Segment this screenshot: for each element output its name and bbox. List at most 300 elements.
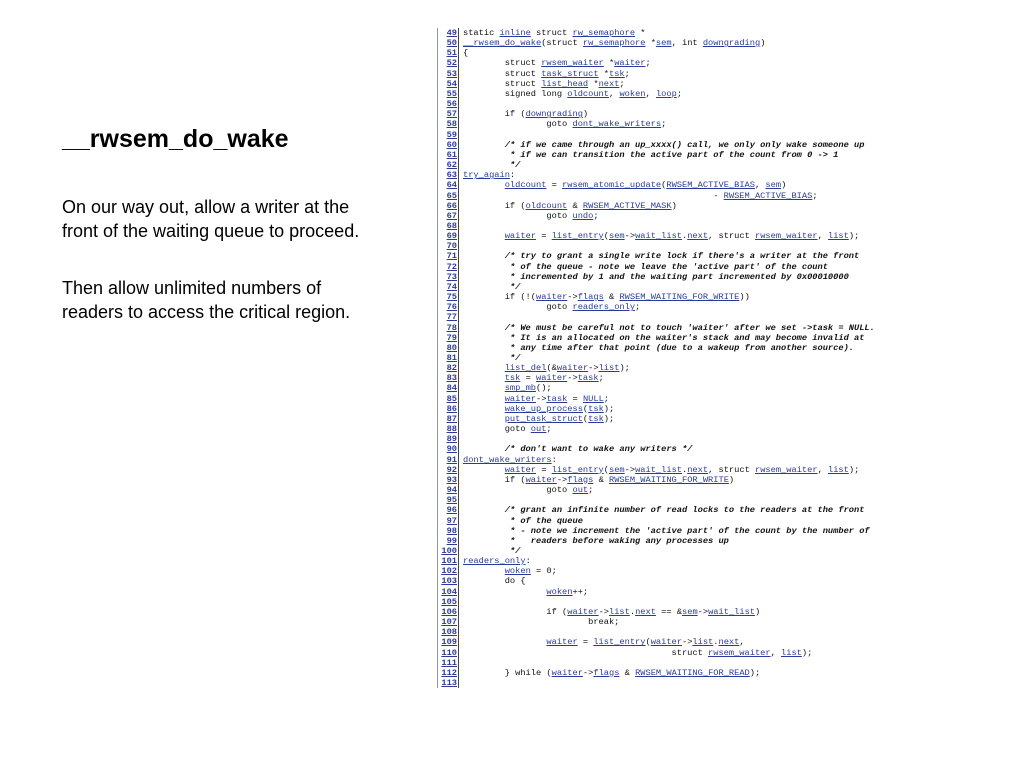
code-line [437, 272, 889, 282]
identifier-link: out [530, 424, 547, 435]
code-line [437, 383, 889, 393]
code-fragment [463, 373, 505, 383]
code-line [437, 119, 889, 129]
line-number: 110 [437, 648, 459, 658]
code-text [463, 201, 677, 211]
code-text [463, 140, 864, 150]
slide-title: __rwsem_do_wake [62, 125, 289, 153]
identifier-link: RWSEM_WAITING_FOR_WRITE [609, 474, 729, 485]
identifier-link: next [635, 606, 656, 617]
identifier-link: list [598, 363, 620, 374]
code-line [437, 363, 889, 373]
line-number: 89 [437, 434, 459, 444]
code-fragment: = [536, 231, 552, 242]
identifier-link: list [692, 637, 714, 648]
code-fragment: */ [463, 281, 521, 292]
code-line [437, 231, 889, 241]
code-fragment: , [609, 88, 620, 99]
line-number: 88 [437, 424, 459, 434]
code-fragment: ; [598, 373, 604, 384]
line-number: 80 [437, 343, 459, 353]
code-fragment: goto [463, 210, 573, 221]
code-fragment: ; [812, 190, 818, 201]
code-fragment: , [755, 180, 766, 191]
line-number: 64 [437, 180, 459, 190]
code-line [437, 130, 889, 140]
code-fragment: static [463, 28, 500, 38]
identifier-link: waiter [556, 363, 589, 374]
code-fragment: ) [755, 606, 761, 617]
code-fragment: . [682, 231, 688, 242]
code-fragment: = [577, 637, 594, 648]
identifier-link: out [572, 485, 589, 496]
code-text [463, 58, 651, 68]
code-fragment: * [603, 58, 615, 69]
code-text [463, 444, 692, 454]
code-text [463, 648, 812, 658]
identifier-link: waiter [504, 393, 536, 404]
identifier-link: list [781, 647, 802, 658]
identifier-link: rwsem_waiter [755, 231, 818, 242]
line-number: 56 [437, 99, 459, 109]
identifier-link: list_entry [551, 464, 604, 475]
code-text [463, 424, 552, 434]
code-fragment: -> [556, 474, 568, 485]
identifier-link: waiter [536, 292, 568, 303]
line-number: 58 [437, 119, 459, 129]
code-text [463, 516, 583, 526]
line-number: 65 [437, 191, 459, 201]
line-number: 74 [437, 282, 459, 292]
identifier-link: waiter [551, 667, 583, 678]
code-fragment: ; [635, 302, 641, 313]
code-text [463, 79, 625, 89]
identifier-link: tsk [504, 373, 521, 384]
code-line [437, 109, 889, 119]
identifier-link: undo [572, 210, 594, 221]
code-fragment: ); [801, 647, 813, 658]
line-number: 92 [437, 465, 459, 475]
paragraph-line: Then allow unlimited numbers of [62, 278, 322, 298]
identifier-link: next [718, 637, 740, 648]
code-fragment: { [463, 48, 469, 59]
code-fragment: ); [603, 403, 615, 414]
code-fragment: struct [530, 28, 573, 38]
identifier-link: flags [593, 667, 620, 678]
line-number: 101 [437, 556, 459, 566]
code-fragment: == & [655, 606, 683, 617]
identifier-link: waiter [614, 58, 646, 69]
line-number: 85 [437, 394, 459, 404]
code-line [437, 38, 889, 48]
identifier-link: sem [682, 606, 698, 617]
code-fragment: . [629, 606, 636, 617]
identifier-link: flags [577, 292, 604, 303]
code-line [437, 323, 889, 333]
code-fragment: ; [619, 78, 625, 89]
code-line [437, 597, 889, 607]
identifier-link: readers_only [572, 302, 636, 313]
code-text [463, 150, 838, 160]
code-line [437, 607, 889, 617]
code-text [463, 282, 520, 292]
code-fragment: */ [463, 545, 521, 556]
code-fragment: struct [463, 647, 709, 658]
code-fragment: ); [603, 413, 615, 424]
code-text [463, 536, 729, 546]
code-fragment: * [645, 38, 656, 49]
code-text [463, 576, 526, 586]
code-line [437, 170, 889, 180]
code-fragment: & [603, 292, 620, 303]
code-fragment: /* We must be careful not to touch 'waiter' after we set ->task = NULL. [463, 322, 875, 333]
code-line [437, 627, 889, 637]
code-line [437, 444, 889, 454]
code-line [437, 414, 889, 424]
line-number: 51 [437, 48, 459, 58]
code-text [463, 89, 682, 99]
line-number: 73 [437, 272, 459, 282]
line-number: 49 [437, 28, 459, 38]
identifier-link: list_entry [551, 231, 604, 242]
code-fragment: -> [582, 667, 594, 678]
code-fragment: -> [681, 637, 693, 648]
code-line [437, 424, 889, 434]
code-fragment: (struct [541, 38, 583, 49]
identifier-link: downgrading [702, 38, 761, 49]
code-fragment: * of the queue - note we leave the 'active part' of the count [463, 261, 828, 272]
code-fragment: /* if we came through an up_xxxx() call, we only only wake someone up [463, 139, 865, 150]
code-fragment: /* grant an infinite number of read locks to the readers at the front [463, 505, 865, 516]
code-line [437, 201, 889, 211]
identifier-link: next [598, 78, 620, 89]
code-text [463, 414, 614, 424]
code-text [463, 262, 828, 272]
paragraph-line: readers to access the critical region. [62, 302, 351, 322]
code-line [437, 292, 889, 302]
identifier-link: RWSEM_ACTIVE_BIAS [666, 180, 755, 191]
code-line [437, 99, 889, 109]
code-fragment: if (!( [463, 292, 536, 303]
line-number: 50 [437, 38, 459, 48]
identifier-link: downgrading [525, 109, 583, 120]
line-number: 69 [437, 231, 459, 241]
code-line [437, 658, 889, 668]
line-number: 70 [437, 241, 459, 251]
identifier-link: inline [499, 28, 531, 38]
line-number: 79 [437, 333, 459, 343]
code-line [437, 648, 889, 658]
code-text [463, 292, 750, 302]
code-fragment: ( [582, 413, 589, 424]
code-line [437, 668, 889, 678]
code-text [463, 251, 859, 261]
code-line [437, 89, 889, 99]
code-fragment: -> [697, 606, 709, 617]
code-fragment: & [593, 474, 609, 485]
code-fragment: * [598, 68, 609, 79]
identifier-link: rwsem_atomic_update [562, 180, 662, 191]
code-text [463, 343, 854, 353]
identifier-link: smp_mb [504, 383, 536, 394]
code-fragment: struct [463, 78, 542, 89]
code-fragment: goto [463, 119, 573, 130]
code-line [437, 312, 889, 322]
identifier-link: woken [619, 88, 646, 99]
code-fragment: if ( [463, 200, 526, 211]
identifier-link: __rwsem_do_wake [463, 38, 542, 49]
code-fragment: )) [739, 292, 750, 303]
code-fragment: -> [567, 373, 578, 384]
code-fragment: & [567, 200, 583, 211]
code-fragment [463, 465, 505, 475]
identifier-link: woken [504, 566, 531, 577]
code-text [463, 38, 765, 48]
code-fragment: = [567, 393, 583, 404]
line-number: 52 [437, 58, 459, 68]
code-fragment: ; [593, 210, 599, 221]
line-number: 72 [437, 262, 459, 272]
code-fragment: (); [536, 383, 552, 394]
code-fragment: ( [661, 180, 667, 191]
code-fragment: = [536, 464, 552, 475]
code-fragment: ) [728, 474, 735, 485]
identifier-link: sem [609, 231, 625, 242]
code-line [437, 69, 889, 79]
code-listing [437, 28, 889, 690]
line-number: 82 [437, 363, 459, 373]
code-fragment: * It is an allocated on the waiter's stack and may become invalid at [463, 332, 865, 343]
code-fragment: ) [582, 109, 589, 120]
identifier-link: tsk [588, 403, 604, 414]
code-fragment: if ( [463, 109, 526, 120]
code-line [437, 485, 889, 495]
code-line [437, 48, 889, 58]
code-text [463, 546, 520, 556]
slide-paragraph-writer [62, 195, 359, 243]
code-fragment: * [635, 28, 646, 38]
code-line [437, 546, 889, 556]
code-text [463, 455, 557, 465]
line-number: 95 [437, 495, 459, 505]
identifier-link: task_struct [541, 68, 599, 79]
code-fragment: : [551, 454, 557, 465]
code-fragment: * if we can transition the active part of the count from 0 -> 1 [463, 149, 839, 160]
code-fragment: , [817, 464, 828, 475]
line-number: 63 [437, 170, 459, 180]
paragraph-line: On our way out, allow a writer at the [62, 197, 350, 217]
line-number: 109 [437, 637, 459, 647]
identifier-link: oldcount [525, 200, 568, 211]
identifier-link: readers_only [463, 556, 526, 567]
identifier-link: list [609, 606, 630, 617]
identifier-link: list [828, 464, 849, 475]
code-fragment: ) [671, 200, 677, 211]
code-text [463, 617, 619, 627]
identifier-link: RWSEM_WAITING_FOR_WRITE [619, 292, 740, 303]
code-text [463, 505, 864, 515]
identifier-link: rwsem_waiter [541, 58, 604, 69]
line-number: 112 [437, 668, 459, 678]
code-text [463, 485, 593, 495]
code-fragment: if ( [463, 474, 526, 485]
code-fragment: break; [463, 617, 620, 628]
code-text [463, 302, 640, 312]
code-fragment: , [645, 88, 656, 99]
code-fragment: -> [567, 292, 578, 303]
code-fragment: * incremented by 1 and the waiting part incremented by 0x00010000 [463, 271, 849, 282]
line-number: 111 [437, 658, 459, 668]
identifier-link: sem [765, 180, 782, 191]
code-fragment: , [817, 231, 828, 242]
line-number: 57 [437, 109, 459, 119]
line-number: 87 [437, 414, 459, 424]
code-text [463, 394, 609, 404]
code-fragment: * readers before waking any processes up [463, 535, 729, 546]
code-line [437, 637, 889, 647]
code-line [437, 180, 889, 190]
code-fragment: , struct [708, 464, 755, 475]
line-number: 59 [437, 130, 459, 140]
code-line [437, 28, 889, 38]
line-number: 75 [437, 292, 459, 302]
line-number: 55 [437, 89, 459, 99]
code-text [463, 28, 646, 38]
identifier-link: rw_semaphore [582, 38, 646, 49]
code-line [437, 241, 889, 251]
identifier-link: put_task_struct [504, 413, 583, 424]
code-line [437, 434, 889, 444]
code-line [437, 373, 889, 383]
code-text [463, 109, 588, 119]
line-number: 83 [437, 373, 459, 383]
code-fragment: ) [781, 180, 787, 191]
line-number: 93 [437, 475, 459, 485]
code-line [437, 678, 889, 688]
identifier-link: NULL [582, 393, 604, 404]
identifier-link: waiter [504, 464, 536, 475]
code-fragment: struct [463, 58, 542, 69]
code-line [437, 79, 889, 89]
line-number: 68 [437, 221, 459, 231]
paragraph-line: front of the waiting queue to proceed. [62, 221, 360, 241]
code-text [463, 363, 630, 373]
code-text [463, 566, 557, 576]
code-line [437, 516, 889, 526]
code-text [463, 272, 849, 282]
line-number: 77 [437, 312, 459, 322]
code-text [463, 333, 864, 343]
line-number: 104 [437, 587, 459, 597]
code-line [437, 221, 889, 231]
code-line [437, 404, 889, 414]
code-fragment [463, 637, 546, 647]
line-number: 86 [437, 404, 459, 414]
identifier-link: loop [655, 88, 677, 99]
code-fragment: * [588, 78, 599, 89]
code-fragment: ++; [572, 586, 589, 597]
identifier-link: waiter [536, 373, 568, 384]
code-line [437, 536, 889, 546]
code-fragment: ( [645, 637, 651, 648]
code-text [463, 607, 760, 617]
identifier-link: sem [655, 38, 672, 49]
identifier-link: try_again [463, 170, 510, 181]
code-fragment: * of the queue [463, 515, 583, 526]
code-line [437, 475, 889, 485]
line-number: 90 [437, 444, 459, 454]
code-fragment: - [463, 190, 724, 201]
line-number: 53 [437, 69, 459, 79]
identifier-link: list_del [504, 363, 547, 374]
identifier-link: tsk [609, 68, 625, 79]
identifier-link: oldcount [567, 88, 609, 99]
code-fragment: ); [749, 667, 761, 678]
identifier-link: dont_wake_writers [572, 119, 662, 130]
code-text [463, 526, 870, 536]
identifier-link: RWSEM_ACTIVE_BIAS [723, 190, 813, 201]
code-fragment [463, 231, 505, 241]
code-fragment: , int [671, 38, 703, 49]
code-fragment: , [739, 637, 745, 648]
identifier-link: task [546, 393, 568, 404]
line-number: 108 [437, 627, 459, 637]
code-text [463, 668, 760, 678]
code-fragment: signed long [463, 88, 568, 99]
code-line [437, 191, 889, 201]
code-fragment: ( [603, 464, 609, 475]
code-fragment: -> [598, 606, 609, 617]
code-fragment: * - note we increment the 'active part' of the count by the number of [463, 525, 870, 536]
identifier-link: flags [567, 474, 594, 485]
identifier-link: wake_up_process [504, 403, 583, 414]
code-line [437, 566, 889, 576]
code-line [437, 617, 889, 627]
line-number: 106 [437, 607, 459, 617]
code-fragment: -> [536, 393, 547, 404]
code-line [437, 211, 889, 221]
identifier-link: wait_list [635, 231, 682, 242]
code-text [463, 160, 520, 170]
code-text [463, 383, 552, 393]
code-fragment [463, 363, 505, 373]
code-fragment: : [525, 556, 531, 567]
code-line [437, 495, 889, 505]
code-line [437, 465, 889, 475]
code-fragment: * any time after that point (due to a wakeup from another source). [463, 342, 855, 353]
code-fragment: goto [463, 485, 573, 496]
line-number: 94 [437, 485, 459, 495]
line-number: 54 [437, 79, 459, 89]
identifier-link: wait_list [708, 606, 756, 617]
code-line [437, 556, 889, 566]
code-fragment: . [682, 464, 688, 475]
identifier-link: list [828, 231, 849, 242]
code-fragment: ); [619, 363, 630, 374]
code-fragment: ) [760, 38, 766, 49]
code-text [463, 191, 818, 201]
code-fragment: ; [603, 393, 610, 404]
code-fragment: /* try to grant a single write lock if there's a writer at the front [463, 251, 860, 262]
identifier-link: rwsem_waiter [708, 647, 771, 658]
code-fragment: /* don't want to wake any writers */ [463, 444, 693, 455]
identifier-link: oldcount [504, 180, 547, 191]
code-fragment: ); [848, 231, 860, 242]
code-line [437, 353, 889, 363]
code-fragment: -> [624, 464, 636, 475]
code-fragment: ); [848, 464, 860, 475]
code-line [437, 140, 889, 150]
